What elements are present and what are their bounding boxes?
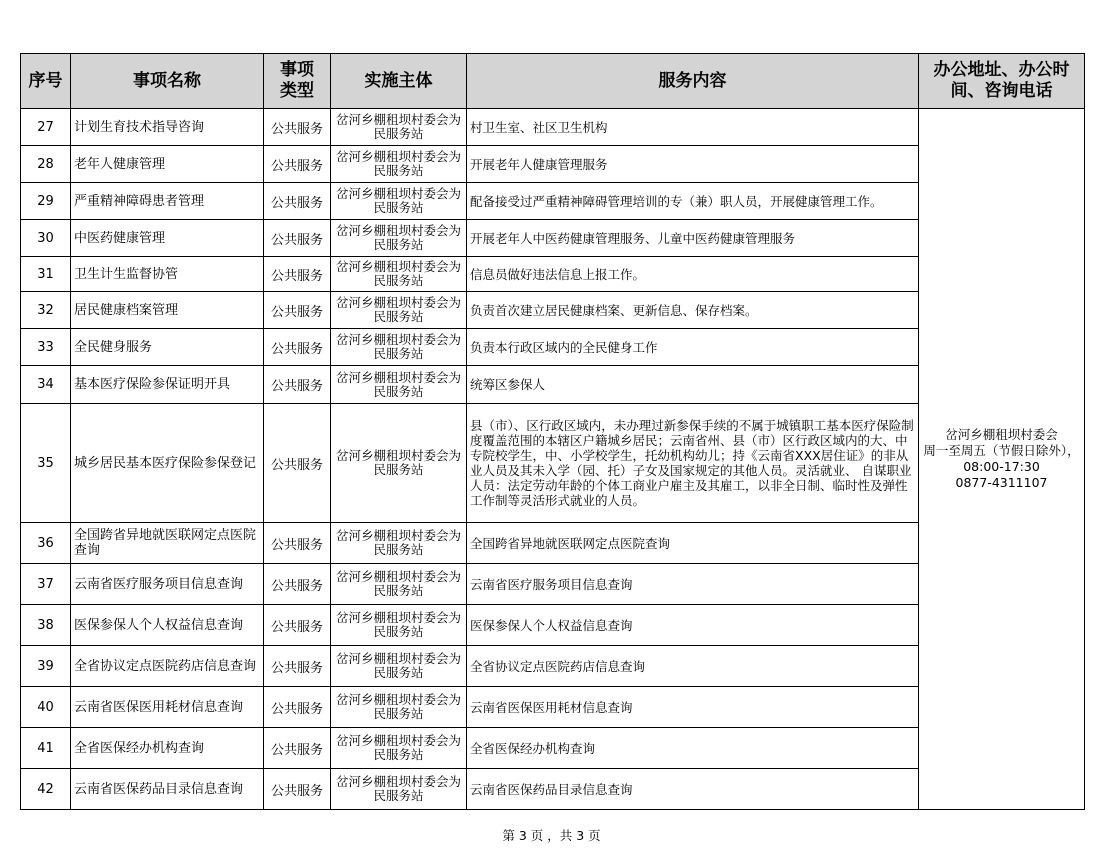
row-content: 全国跨省异地就医联网定点医院查询 xyxy=(467,523,919,564)
row-no: 34 xyxy=(21,366,71,404)
row-type: 公共服务 xyxy=(264,728,331,769)
row-content: 云南省医疗服务项目信息查询 xyxy=(467,564,919,605)
row-content: 云南省医保医用耗材信息查询 xyxy=(467,687,919,728)
row-subject: 岔河乡棚租坝村委会为民服务站 xyxy=(331,605,467,646)
row-no: 40 xyxy=(21,687,71,728)
row-no: 31 xyxy=(21,257,71,292)
row-type: 公共服务 xyxy=(264,769,331,810)
row-subject: 岔河乡棚租坝村委会为民服务站 xyxy=(331,523,467,564)
row-content: 信息员做好违法信息上报工作。 xyxy=(467,257,919,292)
row-name: 居民健康档案管理 xyxy=(71,292,264,329)
row-content: 开展老年人中医药健康管理服务、儿童中医药健康管理服务 xyxy=(467,220,919,257)
row-no: 35 xyxy=(21,404,71,523)
row-subject: 岔河乡棚租坝村委会为民服务站 xyxy=(331,728,467,769)
row-subject: 岔河乡棚租坝村委会为民服务站 xyxy=(331,220,467,257)
row-type: 公共服务 xyxy=(264,146,331,183)
row-subject: 岔河乡棚租坝村委会为民服务站 xyxy=(331,404,467,523)
row-content: 负责首次建立居民健康档案、更新信息、保存档案。 xyxy=(467,292,919,329)
row-content: 开展老年人健康管理服务 xyxy=(467,146,919,183)
service-table xyxy=(20,53,1085,810)
office-hours: 周一至周五（节假日除外），08:00-17:30 xyxy=(923,443,1080,474)
header-content: 服务内容 xyxy=(467,54,919,109)
row-name: 老年人健康管理 xyxy=(71,146,264,183)
row-content: 村卫生室、社区卫生机构 xyxy=(467,109,919,146)
row-no: 33 xyxy=(21,329,71,366)
row-content: 负责本行政区域内的全民健身工作 xyxy=(467,329,919,366)
row-subject: 岔河乡棚租坝村委会为民服务站 xyxy=(331,646,467,687)
row-no: 38 xyxy=(21,605,71,646)
row-subject: 岔河乡棚租坝村委会为民服务站 xyxy=(331,329,467,366)
row-no: 41 xyxy=(21,728,71,769)
row-name: 严重精神障碍患者管理 xyxy=(71,183,264,220)
row-content: 县（市）、区行政区域内，未办理过新参保手续的不属于城镇职工基本医疗保险制度覆盖范围的本辖区户籍城乡居民；云南省州、县（市）区行政区域内的大、中专院校学生，中、小学校学生，托幼机构幼儿；持《云南省XXX居住证》的非从业人员及其未入学（园、托）子女及国家规定的其他人员。灵活就业、 自谋职业人员：法定劳动年龄的个体工商业户雇主及其雇工，以非全日制、临时性及弹性工作制等灵活形式就业的人员。 xyxy=(467,404,919,523)
row-type: 公共服务 xyxy=(264,329,331,366)
row-name: 医保参保人个人权益信息查询 xyxy=(71,605,264,646)
table-header-row xyxy=(21,54,1085,109)
row-type: 公共服务 xyxy=(264,366,331,404)
row-type: 公共服务 xyxy=(264,404,331,523)
row-subject: 岔河乡棚租坝村委会为民服务站 xyxy=(331,183,467,220)
header-name: 事项名称 xyxy=(71,54,264,109)
row-no: 32 xyxy=(21,292,71,329)
row-type: 公共服务 xyxy=(264,646,331,687)
row-no: 36 xyxy=(21,523,71,564)
table-row xyxy=(21,109,1085,146)
row-content: 云南省医保药品目录信息查询 xyxy=(467,769,919,810)
page-footer: 第 3 页 ，共 3 页 xyxy=(502,828,601,843)
row-subject: 岔河乡棚租坝村委会为民服务站 xyxy=(331,366,467,404)
header-office: 办公地址、办公时间、咨询电话 xyxy=(919,54,1085,109)
row-type: 公共服务 xyxy=(264,523,331,564)
row-subject: 岔河乡棚租坝村委会为民服务站 xyxy=(331,564,467,605)
row-name: 卫生计生监督协管 xyxy=(71,257,264,292)
row-type: 公共服务 xyxy=(264,687,331,728)
row-name: 全省协议定点医院药店信息查询 xyxy=(71,646,264,687)
header-subject: 实施主体 xyxy=(331,54,467,109)
row-name: 全省医保经办机构查询 xyxy=(71,728,264,769)
row-name: 云南省医保药品目录信息查询 xyxy=(71,769,264,810)
row-subject: 岔河乡棚租坝村委会为民服务站 xyxy=(331,292,467,329)
row-type: 公共服务 xyxy=(264,257,331,292)
row-subject: 岔河乡棚租坝村委会为民服务站 xyxy=(331,257,467,292)
row-no: 39 xyxy=(21,646,71,687)
row-content: 统筹区参保人 xyxy=(467,366,919,404)
row-name: 全民健身服务 xyxy=(71,329,264,366)
row-content: 全省协议定点医院药店信息查询 xyxy=(467,646,919,687)
row-content: 医保参保人个人权益信息查询 xyxy=(467,605,919,646)
row-type: 公共服务 xyxy=(264,220,331,257)
office-address: 岔河乡棚租坝村委会 xyxy=(945,427,1058,442)
row-type: 公共服务 xyxy=(264,564,331,605)
row-name: 基本医疗保险参保证明开具 xyxy=(71,366,264,404)
row-no: 27 xyxy=(21,109,71,146)
row-content: 全省医保经办机构查询 xyxy=(467,728,919,769)
row-type: 公共服务 xyxy=(264,605,331,646)
row-name: 计划生育技术指导咨询 xyxy=(71,109,264,146)
row-no: 29 xyxy=(21,183,71,220)
row-subject: 岔河乡棚租坝村委会为民服务站 xyxy=(331,687,467,728)
row-no: 30 xyxy=(21,220,71,257)
row-name: 全国跨省异地就医联网定点医院查询 xyxy=(71,523,264,564)
row-type: 公共服务 xyxy=(264,183,331,220)
row-type: 公共服务 xyxy=(264,292,331,329)
row-name: 云南省医保医用耗材信息查询 xyxy=(71,687,264,728)
row-content: 配备接受过严重精神障碍管理培训的专（兼）职人员，开展健康管理工作。 xyxy=(467,183,919,220)
row-no: 42 xyxy=(21,769,71,810)
row-name: 城乡居民基本医疗保险参保登记 xyxy=(71,404,264,523)
row-name: 中医药健康管理 xyxy=(71,220,264,257)
row-no: 37 xyxy=(21,564,71,605)
row-subject: 岔河乡棚租坝村委会为民服务站 xyxy=(331,769,467,810)
header-type: 事项类型 xyxy=(264,54,331,109)
header-no: 序号 xyxy=(21,54,71,109)
row-subject: 岔河乡棚租坝村委会为民服务站 xyxy=(331,109,467,146)
row-type: 公共服务 xyxy=(264,109,331,146)
row-subject: 岔河乡棚租坝村委会为民服务站 xyxy=(331,146,467,183)
office-info-cell xyxy=(919,109,1085,810)
row-no: 28 xyxy=(21,146,71,183)
office-phone: 0877-4311107 xyxy=(955,475,1048,490)
row-name: 云南省医疗服务项目信息查询 xyxy=(71,564,264,605)
